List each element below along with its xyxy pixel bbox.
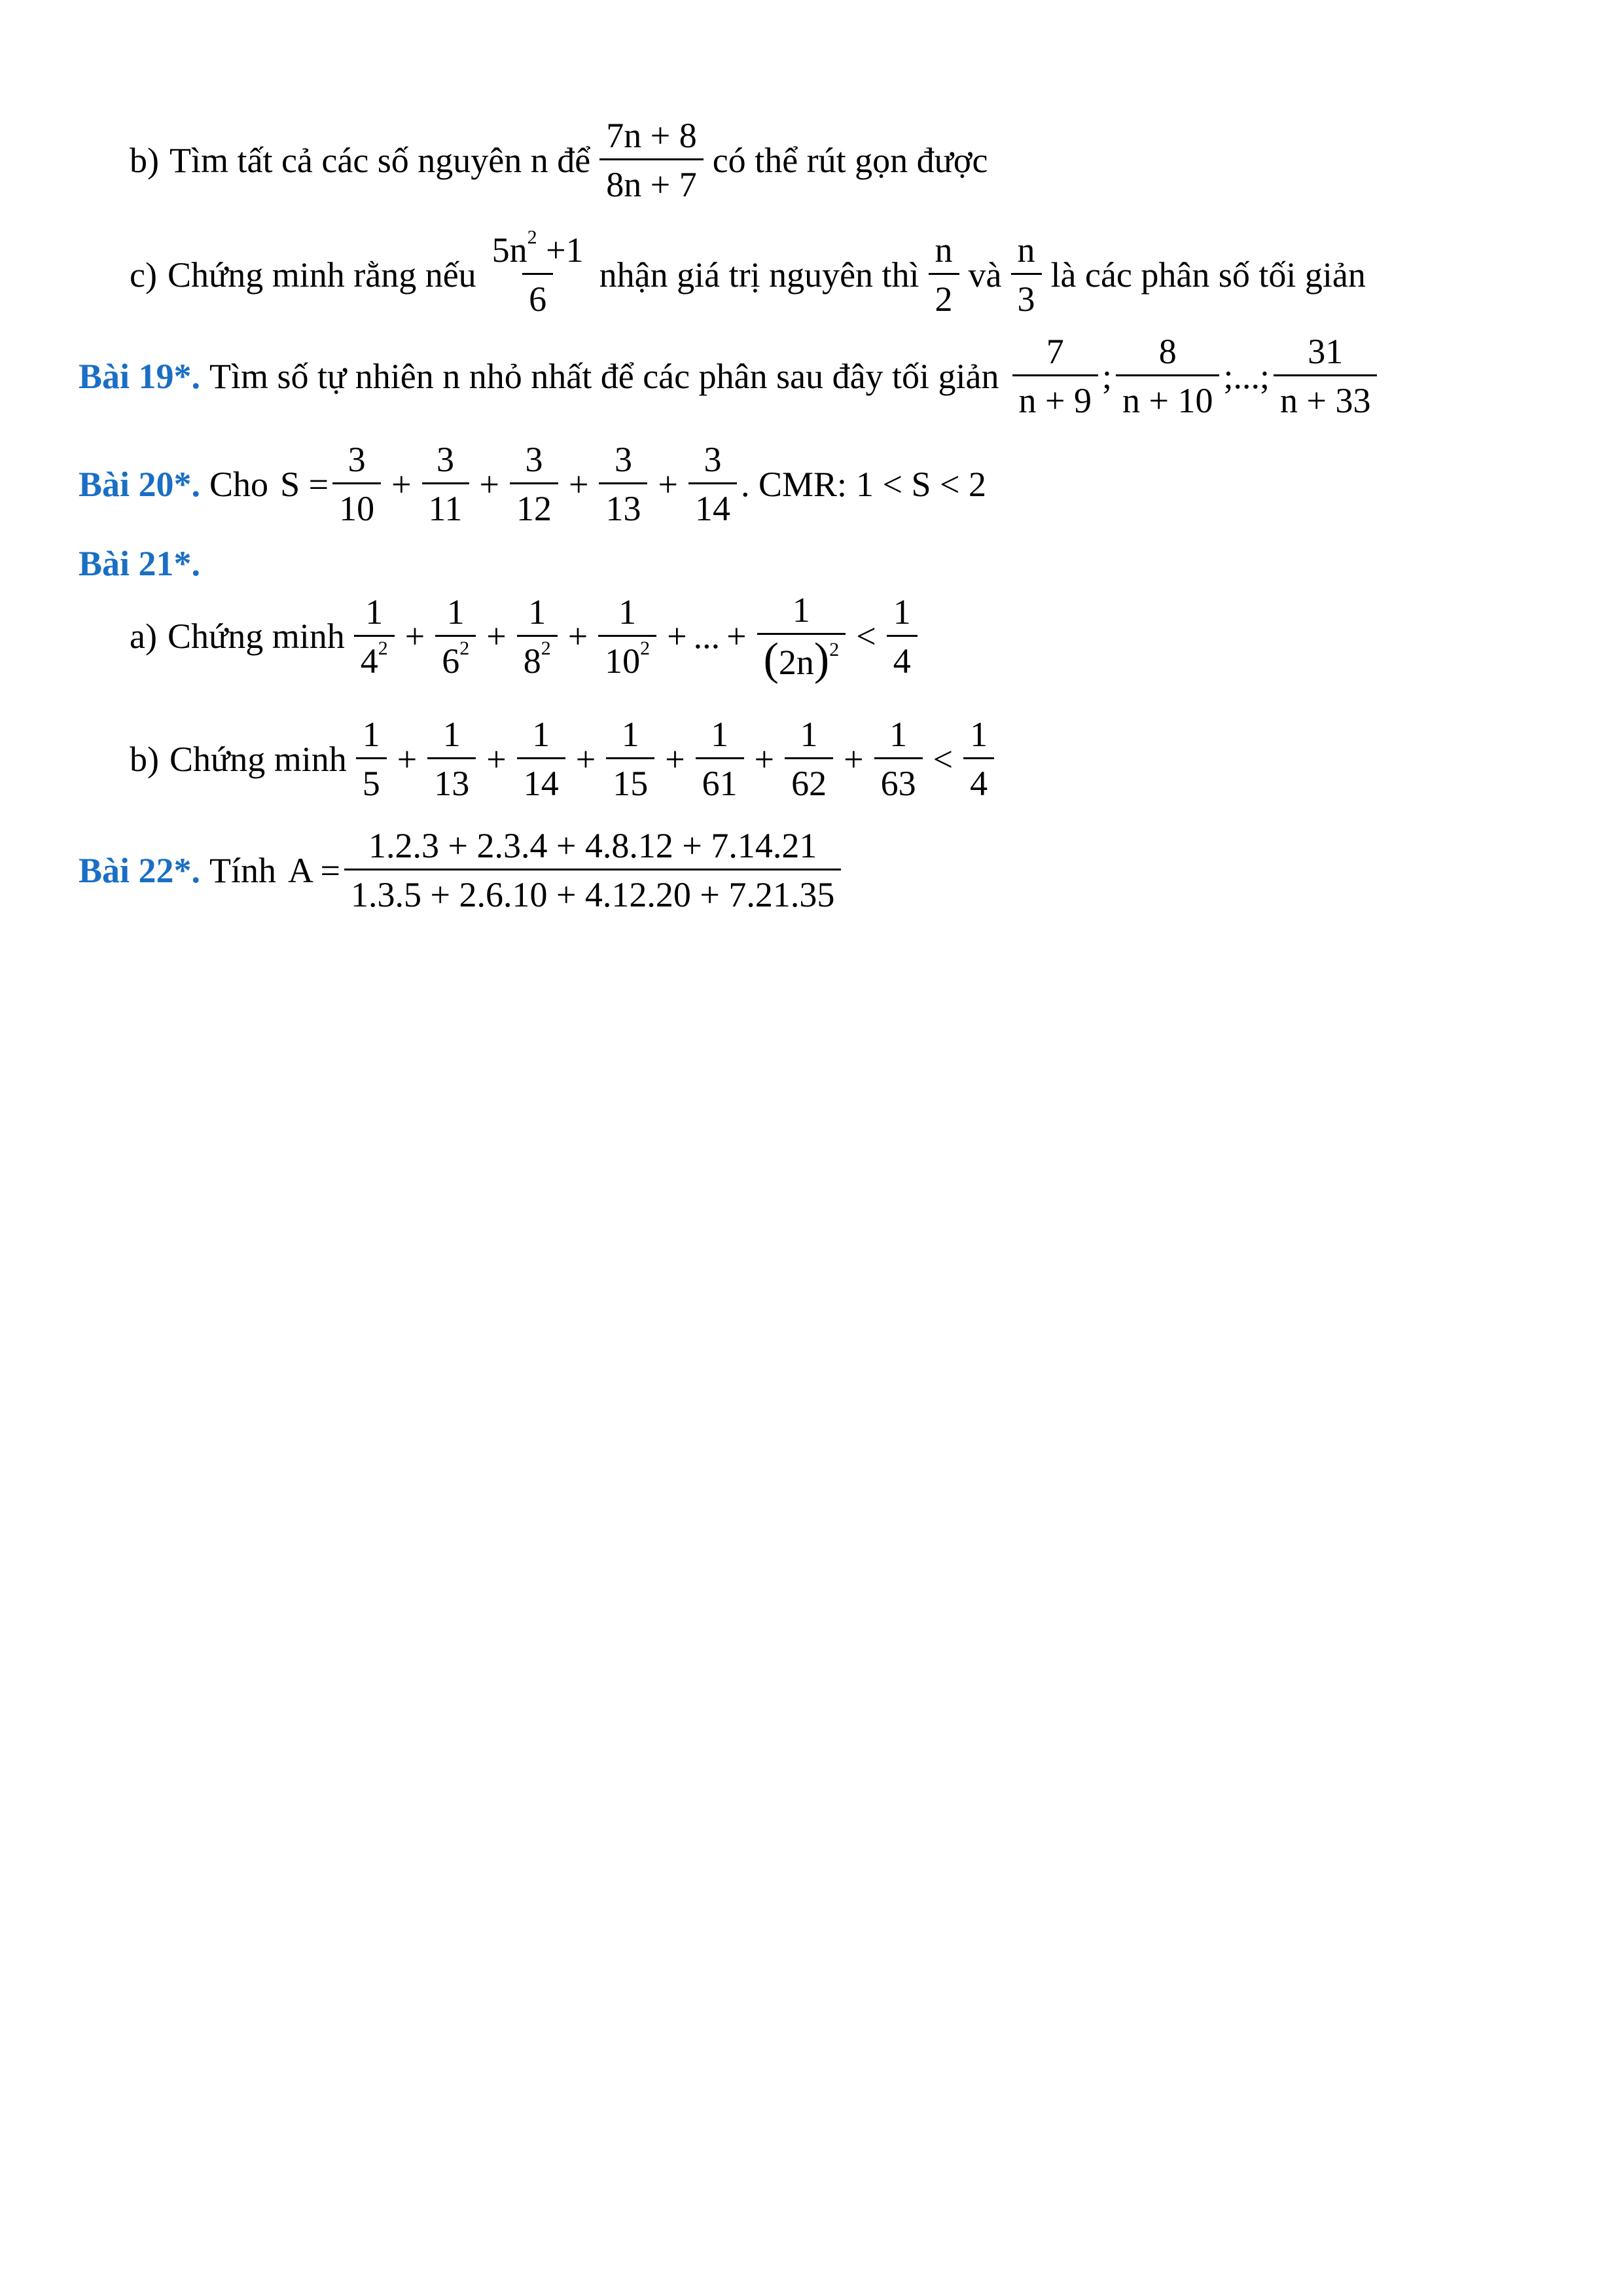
fraction: $\frac{1}{14}$	[517, 717, 565, 801]
problem-text: có thể rút gọn được	[712, 140, 988, 180]
ellipsis: ...	[693, 617, 721, 656]
plus-sign: +	[569, 464, 589, 504]
fraction: $\frac{1}{4}$	[963, 717, 994, 801]
fraction: $\frac{1}{10^2}$	[598, 594, 656, 679]
less-than-sign: <	[933, 739, 954, 779]
fraction: $\frac{3}{11}$	[422, 442, 469, 526]
fraction: $\frac{1}{8^2}$	[517, 594, 558, 679]
problem-label: Bài 19*.	[79, 356, 201, 396]
fraction	[599, 118, 703, 202]
denominator: 6	[522, 273, 553, 317]
problem-18c	[124, 226, 1371, 319]
inequality: 1 < S < 2	[856, 464, 986, 504]
problem-text: Chứng minh	[167, 617, 345, 656]
numerator: $5n^2 +1$	[491, 226, 584, 270]
fraction: $\frac{3}{12}$	[510, 442, 558, 526]
fraction	[486, 226, 590, 319]
denominator: 1.3.5 + 2.6.10 + 4.12.20 + 7.21.35	[344, 869, 841, 912]
plus-sign: +	[754, 739, 775, 779]
fraction: $\frac{1}{4}$	[887, 594, 918, 679]
problem-18b	[124, 118, 993, 202]
fraction: $\frac{31}{n + 33}$	[1274, 334, 1377, 418]
plus-sign: +	[391, 464, 412, 504]
numerator: 1.2.3 + 2.3.4 + 4.8.12 + 7.14.21	[368, 826, 817, 865]
fraction: $\frac{1}{13}$	[427, 717, 476, 801]
problem-text: Tìm số tự nhiên n nhỏ nhất để các phân sau đây tối giản	[209, 356, 999, 396]
problem-text: . CMR:	[740, 464, 847, 504]
plus-sign: +	[575, 739, 596, 779]
item-prefix: a)	[130, 617, 157, 656]
item-prefix: b)	[130, 140, 159, 180]
fraction: $\frac{1}{61}$	[696, 717, 744, 801]
fraction: $\frac{3}{13}$	[599, 442, 647, 526]
plus-sign: +	[486, 617, 507, 656]
fraction: $\frac{1}{5}$	[356, 717, 387, 801]
problem-text: và	[968, 255, 1002, 295]
fraction: $\frac{7}{n + 9}$	[1012, 334, 1098, 418]
plus-sign: +	[567, 617, 588, 656]
problem-21	[79, 543, 209, 584]
fraction: $\frac{1}{(2n)^2}$	[757, 592, 846, 680]
problem-label: Bài 22*.	[79, 850, 201, 890]
plus-sign: +	[479, 464, 499, 504]
fraction: $\frac{n}{2}$	[929, 232, 959, 317]
fraction: $\frac{1}{62}$	[785, 717, 833, 801]
problem-text: nhận giá trị nguyên thì	[599, 255, 919, 295]
plus-sign: +	[404, 617, 425, 656]
plus-sign: +	[844, 739, 864, 779]
problem-label: Bài 20*.	[79, 464, 201, 504]
problem-text: là các phân số tối giản	[1050, 255, 1366, 295]
numerator: 7n + 8	[606, 116, 697, 155]
problem-label: Bài 21*.	[79, 544, 201, 583]
plus-sign: +	[486, 739, 507, 779]
fraction: $\frac{1}{4^2}$	[354, 594, 395, 679]
math-lhs: S =	[280, 464, 329, 504]
problem-text: Chứng minh rằng nếu	[167, 255, 476, 295]
fraction: $\frac{3}{14}$	[688, 442, 737, 526]
plus-sign: +	[667, 617, 687, 656]
problem-text: Chứng minh	[169, 739, 347, 779]
problem-text: Tìm tất cả các số nguyên n để	[169, 140, 591, 180]
fraction: $\frac{3}{10}$	[332, 442, 381, 526]
plus-sign: +	[397, 739, 418, 779]
problem-22	[79, 828, 845, 912]
problem-21b	[124, 717, 998, 801]
plus-sign: +	[665, 739, 685, 779]
problem-20	[79, 442, 986, 526]
problem-21a	[124, 590, 921, 685]
problem-text: Tính	[209, 850, 277, 890]
fraction: $\frac{n}{3}$	[1011, 232, 1042, 317]
math-lhs: A =	[288, 850, 341, 890]
plus-sign: +	[726, 617, 747, 656]
fraction: $\frac{1}{6^2}$	[435, 594, 476, 679]
denominator: 8n + 7	[599, 158, 703, 202]
fraction	[344, 828, 841, 912]
separator: ;	[1101, 356, 1112, 396]
item-prefix: b)	[130, 739, 159, 779]
less-than-sign: <	[856, 617, 876, 656]
fraction: $\frac{1}{15}$	[606, 717, 654, 801]
plus-sign: +	[658, 464, 678, 504]
fraction: $\frac{8}{n + 10}$	[1116, 334, 1219, 418]
problem-19	[79, 334, 1381, 418]
separator: ;...;	[1223, 356, 1270, 396]
problem-text: Cho	[209, 464, 269, 504]
item-prefix: c)	[130, 255, 157, 295]
fraction: $\frac{1}{63}$	[874, 717, 923, 801]
